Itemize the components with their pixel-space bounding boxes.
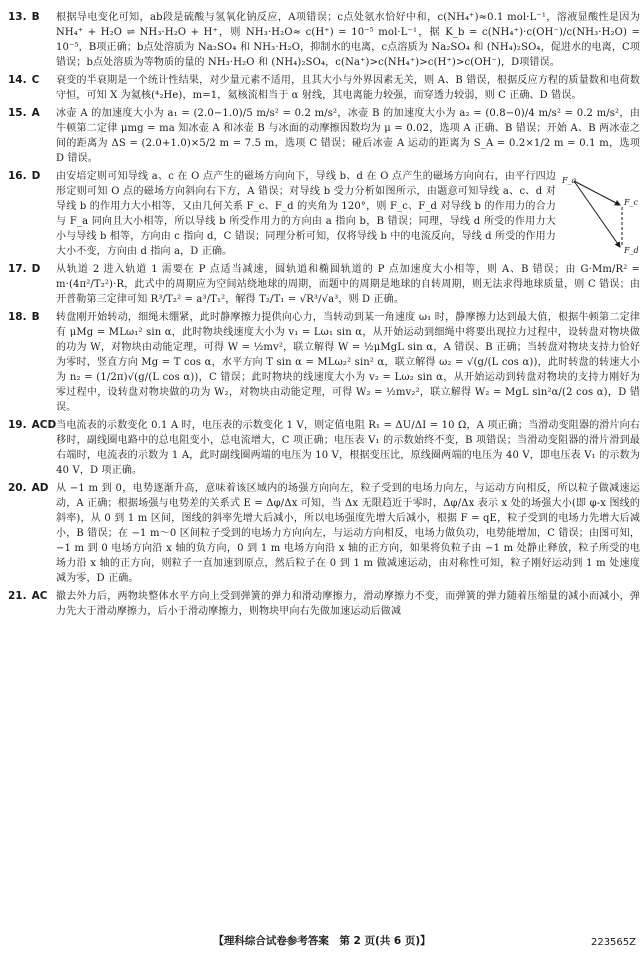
answer-key: D — [31, 170, 41, 182]
force-arrow-fd — [574, 181, 620, 247]
explanation-text: 转盘刚开始转动，细绳未绷紧，此时静摩擦力提供向心力，当转动到某一角速度 ω₁ 时，静摩擦力达到最大值，根据牛顿第二定律有 μMg = MLω₁² sin α，此时物块线速度大小为 v₁ = Lω₁ sin α，从开始运动到细绳中将要出现拉力过程中，设转盘对物块做的功为 W，对物块由动能定理，可得 W = ½mv²，联立解得 W = ½μMgL sin α，A 错误、B 正确；当转盘对物块支持力恰好为零时，竖直方向 Mg = T cos α，水平方向 T sin α = MLω₂² sin² α，联立解得 ω₂ = √(g/(L cos α))，此时转盘的转速大小为 n₂ = (1/2π)√(g/(L cos α))，C 错误；此时物块的线速度大小为 v₂ = Lω₂ sin α，从开始运动到转盘对物块的支持力刚好为零过程中，设转盘对物块做的功为 W₂，对物块由动能定理，可得 W₂ = ½mv₂²，联立解得 W₂ = MgL sin²α/(2 cos α)，D 错误。 — [56, 312, 640, 413]
answer-15 — [8, 106, 640, 166]
explanation-text: 冰壶 A 的加速度大小为 a₁ = (2.0−1.0)/5 m/s² = 0.2 m/s²，冰壶 B 的加速度大小为 a₂ = (0.8−0)/4 m/s² = 0.2 m/s²，由牛顿第二定律 μmg = ma 知冰壶 A 和冰壶 B 与冰面的动摩擦因数均为 μ = 0.02，选项 A 正确、B 错误；开始 A、B 两冰壶之间的距离为 ΔS = (2.0+1.0)×5/2 m = 7.5 m，选项 C 错误；碰后冰壶 A 运动的距离为 S_A = 0.2×1/2 m = 0.1 m，选项 D 错误。 — [56, 108, 640, 164]
question-number: 21. — [8, 590, 27, 602]
answer-17 — [8, 262, 640, 307]
force-label-fd: F_d — [624, 246, 639, 255]
footer-code: 223565Z — [590, 937, 636, 948]
footer-title: 【理科综合试卷参考答案 第 2 页(共 6 页)】 — [213, 935, 431, 947]
answer-key: A — [31, 107, 40, 119]
answer-key: AD — [31, 482, 49, 494]
answer-key: ACD — [31, 419, 57, 431]
answer-21 — [8, 589, 640, 619]
page-footer — [0, 934, 644, 954]
question-number: 19. — [8, 419, 27, 431]
answer-list — [8, 10, 640, 622]
force-label-fc: F_c — [624, 198, 639, 207]
force-label-fa: F_a — [562, 176, 577, 185]
answer-19 — [8, 418, 640, 478]
explanation-text: 从 −1 m 到 0，电势逐渐升高，意味着该区域内的场强方向向左，粒子受到的电场力向左，与运动方向相反，所以粒子做减速运动，A 正确；根据场强与电势差的关系式 E = Δφ/Δx 可知，当 Δx 无限趋近于零时，Δφ/Δx 表示 x 处的场强大小(即 φ-x 图线的斜率)，从 0 到 1 m 区间，图线的斜率先增大后减小，所以电场强度先增大后减小，根据 F = qE，粒子受到的电场力先增大后减小，B 错误；在 −1 m～0 区间粒子受到的电场力方向向左，与运动方向相反，电场力做负功，电势能增加，C 错误；由图可知，−1 m 到 0 电场方向沿 x 轴的负方向，0 到 1 m 电场方向沿 x 轴的正方向，如果将负粒子由 −1 m 处静止释放，粒子所受的电场力沿 x 轴的正方向，则粒子一直加速到原点，然后粒子在 0 到 1 m 做减速运动，由对称性可知，粒子刚好运动到 1 m 处速度减为零，D 正确。 — [56, 483, 640, 584]
explanation-text: 衰变的半衰期是一个统计性结果，对少量元素不适用，且其大小与外界因素无关，则 A、B 错误，根据反应方程的质量数和电荷数守恒，可知 X 为氦核(⁴₂He)，m=1，氦核流相当于 α 射线，其电离能力较强，而穿透力较弱，则 C 正确、D 错误。 — [56, 75, 640, 101]
question-number: 17. — [8, 263, 27, 275]
explanation-text: 当电流表的示数变化 0.1 A 时，电压表的示数变化 1 V，则定值电阻 R₁ = ΔU/ΔI = 10 Ω，A 项正确；当滑动变阻器的滑片向右移时，副线圈电路中的总电阻变小，总电流增大，C 项正确；电压表 V₁ 的示数始终不变，B 项错误；当滑动变阻器的滑片滑到最右端时，电流表的示数为 1 A，此时副线圈两端的电压为 10 V，根据变压比，原线圈两端的电压为 40 V，即电压表 V₁ 的示数为 40 V，D 项正确。 — [56, 420, 640, 476]
answer-13 — [8, 10, 640, 70]
force-diagram — [562, 169, 640, 259]
question-number: 13. — [8, 11, 27, 23]
force-diagram-svg — [562, 169, 640, 259]
answer-key: D — [31, 263, 41, 275]
question-number: 14. — [8, 74, 27, 86]
question-number: 20. — [8, 482, 27, 494]
explanation-text: 根据导电变化可知，ab段是硫酸与氢氧化钠反应，A项错误；c点处氨水恰好中和，c(NH₄⁺)≈0.1 mol·L⁻¹，溶液显酸性是因为 NH₄⁺ + H₂O ⇌ NH₃·H₂O + H⁺，则 NH₃·H₂O≈ c(H⁺) = 10⁻⁵ mol·L⁻¹，据 K_b = c(NH₄⁺)·c(OH⁻)/c(NH₃·H₂O) = 10⁻⁵，B项正确；b点处溶质为 Na₂SO₄ 和 NH₃·H₂O，抑制水的电离，c点溶质为 Na₂SO₄ 和 (NH₄)₂SO₄，促进水的电离，C项错误；b点处溶质为等物质的量的 NH₃·H₂O 和 (NH₄)₂SO₄，c(Na⁺)>c(NH₄⁺)>c(H⁺)>c(OH⁻)，D项错误。 — [56, 12, 640, 68]
explanation-text: 撤去外力后，两物块整体水平方向上受到弹簧的弹力和滑动摩擦力，滑动摩擦力不变，而弹簧的弹力随着压缩量的减小而减小，弹力先大于滑动摩擦力，后小于滑动摩擦力，则物块甲向右先做加速运动后做减 — [56, 591, 640, 617]
explanation-text: 从轨道 2 进入轨道 1 需要在 P 点适当减速，圆轨道和椭圆轨道的 P 点加速度大小相等，则 A、B 错误；由 G·Mm/R² = m·(4π²/T₂²)·R，此式中的周期应为空间站绕地球的周期，而题中的周期是地球的自转周期，则无法求得地球质量，则 C 错误；由开普勒第三定律可知 R³/T₂² = a³/T₁²，解得 T₂/T₁ = √R³/√a³，则 D 正确。 — [56, 264, 640, 305]
answer-16 — [8, 169, 640, 259]
answer-14 — [8, 73, 640, 103]
explanation-text: 由安培定则可知导线 a、c 在 O 点产生的磁场方向向下，导线 b、d 在 O 点产生的磁场方向向右，由平行四边形定则可知 O 点的磁场方向斜向右下方，A 错误；对导线 b 受力分析如图所示，由题意可知导线 a、c、d 对导线 b 的作用力大小相等，又由几何关系 F_c、F_d 的夹角为 120°，则 F_c、F_d 对导线 b 的作用力的合力与 F_a 同向且大小相等，所以导线 b 所受作用力的方向由 a 指向 b，B 错误；同理，导线 d 所受的作用力大小与导线 b 相等，方向由 c 指向 d，C 错误；同理分析可知，仅将导线 b 中的电流反向，导线 d 所受的作用力大小不变，方向由 d 指向 a，D 正确。 — [56, 171, 556, 257]
force-arrow-fc — [574, 181, 620, 205]
answer-18 — [8, 310, 640, 415]
answer-20 — [8, 481, 640, 586]
question-number: 16. — [8, 170, 27, 182]
question-number: 15. — [8, 107, 27, 119]
answer-key: AC — [31, 590, 48, 602]
question-number: 18. — [8, 311, 27, 323]
answer-key: B — [31, 11, 40, 23]
answer-key: C — [31, 74, 40, 86]
answer-key: B — [31, 311, 40, 323]
